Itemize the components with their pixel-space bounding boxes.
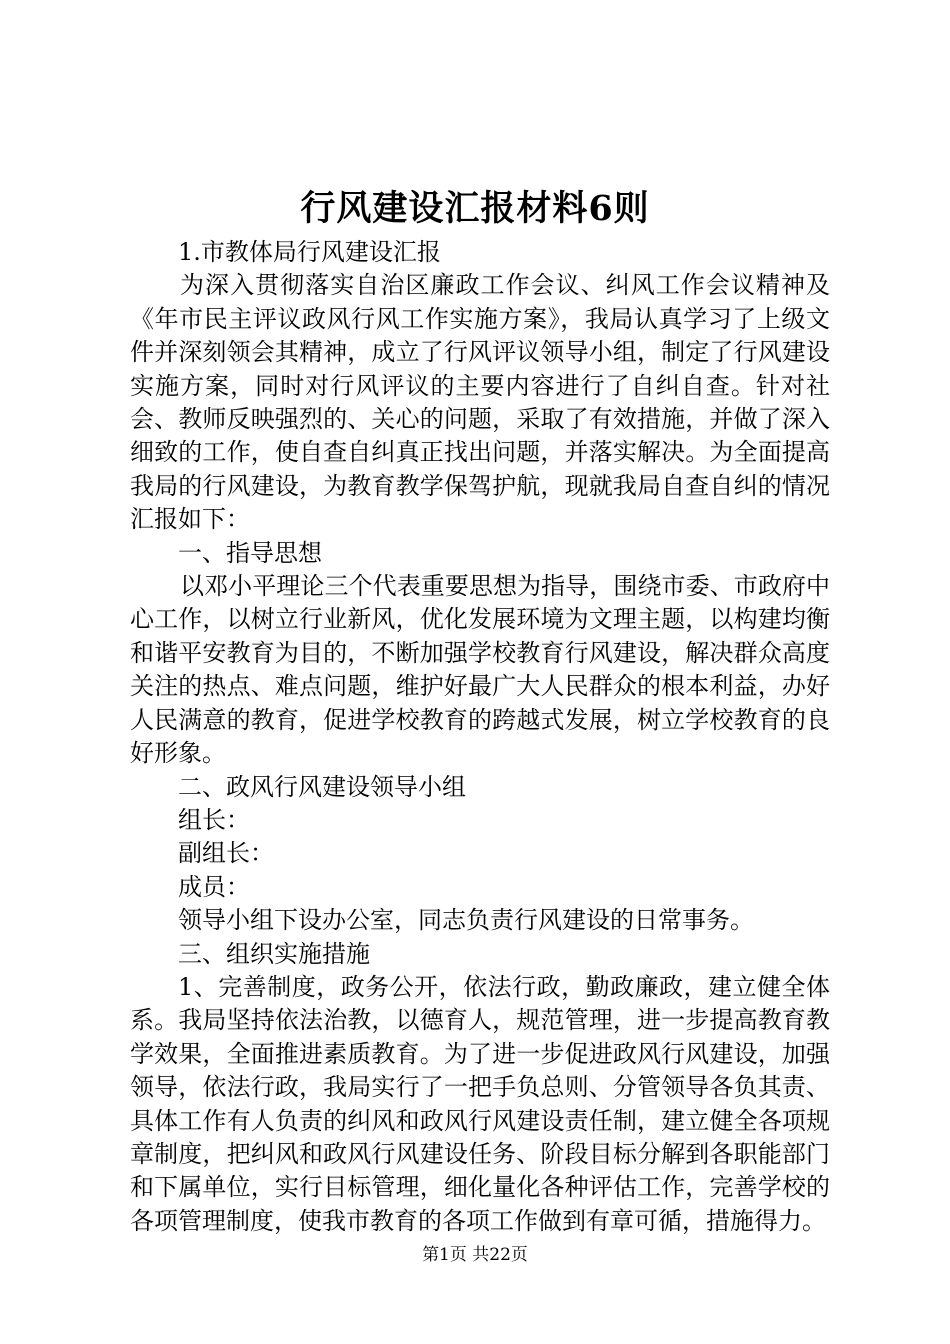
body-paragraph: 1、完善制度，政务公开，依法行政，勤政廉政，建立健全体系。我局坚持依法治教，以德育人，规范管理，进一步提高教育教学效果，全面推进素质教育。为了进一步促进政风行风建设，加强领导，依法行政，我局实行了一把手负总则、分管领导各负其责、具体工作有人负责的纠风和政风行风建设责任制，建立健全各项规章制度，把纠风和政风行风建设任务、阶段目标分解到各职能部门和下属单位，实行目标管理，细化量化各种评估工作，完善学校的各项管理制度，使我市教育的各项工作做到有章可循，措施得力。	[130, 972, 830, 1235]
section-heading: 二、政风行风建设领导小组	[178, 772, 466, 801]
body-line: 副组长：	[178, 839, 274, 868]
body-line: 领导小组下设办公室，同志负责行风建设的日常事务。	[178, 906, 754, 935]
document-title: 行风建设汇报材料6则	[300, 188, 650, 229]
body-line: 成员：	[178, 872, 250, 901]
body-paragraph: 以邓小平理论三个代表重要思想为指导，围绕市委、市政府中心工作，以树立行业新风，优化发展环境为文理主题，以构建均衡和谐平安教育为目的，不断加强学校教育行风建设，解决群众高度关注的热点、难点问题，维护好最广大人民群众的根本利益，办好人民满意的教育，促进学校教育的跨越式发展，树立学校教育的良好形象。	[130, 572, 830, 768]
section-heading: 1.市教体局行风建设汇报	[178, 238, 441, 266]
section-heading: 三、组织实施措施	[178, 939, 370, 968]
body-line: 组长：	[178, 805, 250, 834]
body-paragraph: 为深入贯彻落实自治区廉政工作会议、纠风工作会议精神及《年市民主评议政风行风工作实施方案》，我局认真学习了上级文件并深刻领会其精神，成立了行风评议领导小组，制定了行风建设实施方案，同时对行风评议的主要内容进行了自纠自查。针对社会、教师反映强烈的、关心的问题，采取了有效措施，并做了深入细致的工作，使自查自纠真正找出问题，并落实解决。为全面提高我局的行风建设，为教育教学保驾护航，现就我局自查自纠的情况汇报如下：	[130, 271, 830, 534]
section-heading: 一、指导思想	[178, 538, 322, 567]
document-body	[130, 236, 830, 1238]
page-footer: 第1页 共22页	[422, 1245, 528, 1265]
